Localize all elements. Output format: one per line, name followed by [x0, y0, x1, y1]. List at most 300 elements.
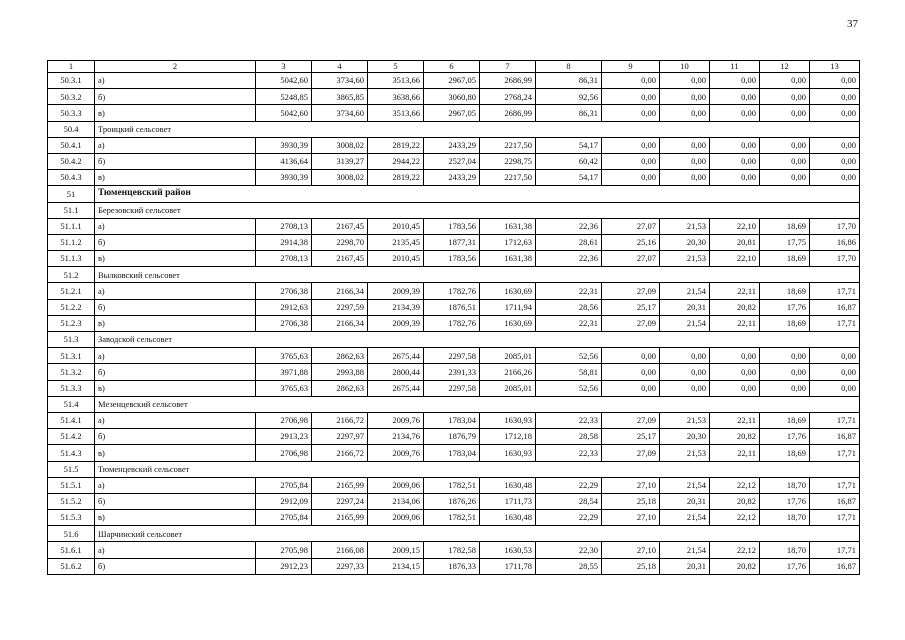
value-cell: 2768,24: [480, 89, 536, 105]
row-number-cell: 51.4.1: [48, 412, 95, 428]
value-cell: 1782,76: [424, 315, 480, 331]
value-cell: 2298,75: [480, 153, 536, 169]
value-cell: 3060,80: [424, 89, 480, 105]
value-cell: 27,10: [602, 510, 660, 526]
column-number-cell: 2: [95, 61, 256, 73]
value-cell: 92,56: [536, 89, 602, 105]
value-cell: 17,71: [810, 445, 860, 461]
value-cell: 2862,63: [312, 380, 368, 396]
value-cell: 0,00: [602, 364, 660, 380]
variant-cell: а): [95, 218, 256, 234]
row-number-cell: 51.2.3: [48, 315, 95, 331]
variant-cell: б): [95, 89, 256, 105]
value-cell: 0,00: [810, 364, 860, 380]
row-number-cell: 51.1.2: [48, 234, 95, 250]
value-cell: 22,11: [710, 315, 760, 331]
value-cell: 2297,58: [424, 348, 480, 364]
value-cell: 1712,63: [480, 234, 536, 250]
value-cell: 22,36: [536, 251, 602, 267]
value-cell: 0,00: [760, 380, 810, 396]
row-number-cell: 51.5.2: [48, 493, 95, 509]
value-cell: 3513,66: [368, 105, 424, 121]
value-cell: 17,71: [810, 510, 860, 526]
value-cell: 2167,45: [312, 251, 368, 267]
value-cell: 2009,15: [368, 542, 424, 558]
value-cell: 2686,99: [480, 105, 536, 121]
value-cell: 0,00: [760, 137, 810, 153]
variant-cell: б): [95, 153, 256, 169]
value-cell: 1630,53: [480, 542, 536, 558]
value-cell: 54,17: [536, 170, 602, 186]
value-cell: 22,10: [710, 218, 760, 234]
variant-cell: а): [95, 283, 256, 299]
value-cell: 3139,27: [312, 153, 368, 169]
value-cell: 3971,88: [256, 364, 312, 380]
value-cell: 2166,72: [312, 412, 368, 428]
value-cell: 0,00: [710, 153, 760, 169]
value-cell: 17,76: [760, 493, 810, 509]
variant-cell: б): [95, 364, 256, 380]
table-row: [48, 105, 860, 121]
column-number-cell: 12: [760, 61, 810, 73]
table-row: [48, 153, 860, 169]
table-row: [48, 73, 860, 89]
value-cell: 25,18: [602, 558, 660, 574]
value-cell: 22,11: [710, 412, 760, 428]
value-cell: 28,54: [536, 493, 602, 509]
value-cell: 3765,63: [256, 348, 312, 364]
value-cell: 2165,99: [312, 510, 368, 526]
row-number-cell: 51.1.1: [48, 218, 95, 234]
table-row: [48, 218, 860, 234]
value-cell: 1876,26: [424, 493, 480, 509]
row-number-cell: 51.3.1: [48, 348, 95, 364]
value-cell: 0,00: [760, 105, 810, 121]
value-cell: 2009,76: [368, 412, 424, 428]
value-cell: 0,00: [660, 137, 710, 153]
value-cell: 2862,63: [312, 348, 368, 364]
table-row: [48, 429, 860, 445]
value-cell: 0,00: [810, 380, 860, 396]
value-cell: 17,76: [760, 299, 810, 315]
value-cell: 3930,39: [256, 137, 312, 153]
value-cell: 2705,84: [256, 477, 312, 493]
value-cell: 0,00: [760, 153, 810, 169]
value-cell: 1631,38: [480, 218, 536, 234]
value-cell: 0,00: [710, 170, 760, 186]
value-cell: 0,00: [660, 153, 710, 169]
value-cell: 21,54: [660, 283, 710, 299]
council-title: Заводской сельсовет: [95, 332, 860, 348]
table-row: [48, 510, 860, 526]
value-cell: 18,69: [760, 283, 810, 299]
value-cell: 2708,13: [256, 251, 312, 267]
value-cell: 20,31: [660, 558, 710, 574]
row-number-cell: 51.1: [48, 202, 95, 218]
value-cell: 3734,60: [312, 73, 368, 89]
value-cell: 27,09: [602, 412, 660, 428]
group-row: [48, 202, 860, 218]
variant-cell: а): [95, 477, 256, 493]
value-cell: 2914,38: [256, 234, 312, 250]
value-cell: 52,56: [536, 380, 602, 396]
value-cell: 1630,48: [480, 477, 536, 493]
section-row: [48, 186, 860, 202]
value-cell: 18,69: [760, 445, 810, 461]
value-cell: 2167,45: [312, 218, 368, 234]
value-cell: 1630,48: [480, 510, 536, 526]
value-cell: 22,33: [536, 445, 602, 461]
value-cell: 2706,38: [256, 315, 312, 331]
value-cell: 2819,22: [368, 137, 424, 153]
value-cell: 0,00: [602, 153, 660, 169]
value-cell: 2944,22: [368, 153, 424, 169]
value-cell: 20,81: [710, 234, 760, 250]
value-cell: 0,00: [810, 153, 860, 169]
value-cell: 52,56: [536, 348, 602, 364]
value-cell: 2675,44: [368, 348, 424, 364]
row-number-cell: 50.3.1: [48, 73, 95, 89]
value-cell: 58,81: [536, 364, 602, 380]
value-cell: 1877,31: [424, 234, 480, 250]
value-cell: 60,42: [536, 153, 602, 169]
row-number-cell: 51.6.2: [48, 558, 95, 574]
value-cell: 2009,06: [368, 510, 424, 526]
value-cell: 27,07: [602, 218, 660, 234]
value-cell: 20,82: [710, 493, 760, 509]
council-title: Тюменцевский сельсовет: [95, 461, 860, 477]
value-cell: 17,71: [810, 477, 860, 493]
value-cell: 2297,59: [312, 299, 368, 315]
value-cell: 0,00: [602, 89, 660, 105]
value-cell: 1630,93: [480, 445, 536, 461]
value-cell: 0,00: [660, 364, 710, 380]
value-cell: 2010,45: [368, 218, 424, 234]
value-cell: 22,12: [710, 477, 760, 493]
variant-cell: а): [95, 137, 256, 153]
value-cell: 27,07: [602, 251, 660, 267]
value-cell: 2675,44: [368, 380, 424, 396]
row-number-cell: 51.5.1: [48, 477, 95, 493]
column-number-cell: 3: [256, 61, 312, 73]
variant-cell: а): [95, 542, 256, 558]
value-cell: 16,87: [810, 493, 860, 509]
row-number-cell: 51.3.3: [48, 380, 95, 396]
value-cell: 27,10: [602, 477, 660, 493]
value-cell: 2967,05: [424, 105, 480, 121]
group-row: [48, 526, 860, 542]
value-cell: 17,71: [810, 542, 860, 558]
value-cell: 2912,09: [256, 493, 312, 509]
value-cell: 0,00: [660, 73, 710, 89]
value-cell: 2134,76: [368, 429, 424, 445]
value-cell: 17,76: [760, 429, 810, 445]
column-number-cell: 5: [368, 61, 424, 73]
variant-cell: а): [95, 348, 256, 364]
table-row: [48, 315, 860, 331]
variant-cell: б): [95, 493, 256, 509]
value-cell: 27,09: [602, 283, 660, 299]
value-cell: 2134,39: [368, 299, 424, 315]
value-cell: 21,53: [660, 218, 710, 234]
value-cell: 18,69: [760, 218, 810, 234]
value-cell: 2166,34: [312, 283, 368, 299]
value-cell: 20,30: [660, 429, 710, 445]
value-cell: 17,76: [760, 558, 810, 574]
value-cell: 18,69: [760, 251, 810, 267]
table-row: [48, 364, 860, 380]
value-cell: 22,11: [710, 283, 760, 299]
value-cell: 2297,33: [312, 558, 368, 574]
value-cell: 0,00: [760, 364, 810, 380]
variant-cell: б): [95, 299, 256, 315]
variant-cell: в): [95, 105, 256, 121]
value-cell: 17,71: [810, 412, 860, 428]
value-cell: 2800,44: [368, 364, 424, 380]
value-cell: 18,70: [760, 510, 810, 526]
value-cell: 2391,33: [424, 364, 480, 380]
value-cell: 22,29: [536, 510, 602, 526]
value-cell: 20,82: [710, 558, 760, 574]
value-cell: 3734,60: [312, 105, 368, 121]
row-number-cell: 50.4.3: [48, 170, 95, 186]
value-cell: 2708,13: [256, 218, 312, 234]
value-cell: 5042,60: [256, 105, 312, 121]
row-number-cell: 51: [48, 186, 95, 202]
value-cell: 21,53: [660, 445, 710, 461]
value-cell: 3008,02: [312, 170, 368, 186]
row-number-cell: 50.3.3: [48, 105, 95, 121]
table-row: [48, 493, 860, 509]
value-cell: 2686,99: [480, 73, 536, 89]
value-cell: 1876,51: [424, 299, 480, 315]
table-row: [48, 412, 860, 428]
value-cell: 2912,23: [256, 558, 312, 574]
variant-cell: б): [95, 429, 256, 445]
page-number: 37: [847, 18, 858, 30]
value-cell: 22,12: [710, 542, 760, 558]
value-cell: 0,00: [602, 105, 660, 121]
variant-cell: в): [95, 380, 256, 396]
row-number-cell: 50.3.2: [48, 89, 95, 105]
value-cell: 0,00: [602, 348, 660, 364]
value-cell: 18,69: [760, 412, 810, 428]
row-number-cell: 51.2: [48, 267, 95, 283]
value-cell: 1876,79: [424, 429, 480, 445]
value-cell: 0,00: [660, 380, 710, 396]
table-row: [48, 477, 860, 493]
table-row: [48, 251, 860, 267]
value-cell: 1783,56: [424, 218, 480, 234]
value-cell: 2705,98: [256, 542, 312, 558]
value-cell: 0,00: [760, 348, 810, 364]
value-cell: 20,82: [710, 429, 760, 445]
council-title: Шарчинский сельсовет: [95, 526, 860, 542]
table-row: [48, 299, 860, 315]
group-row: [48, 332, 860, 348]
value-cell: 2706,98: [256, 412, 312, 428]
value-cell: 2009,06: [368, 477, 424, 493]
value-cell: 1711,94: [480, 299, 536, 315]
value-cell: 1712,18: [480, 429, 536, 445]
value-cell: 2166,08: [312, 542, 368, 558]
value-cell: 0,00: [760, 170, 810, 186]
row-number-cell: 50.4: [48, 121, 95, 137]
row-number-cell: 51.4: [48, 396, 95, 412]
table-row: [48, 445, 860, 461]
value-cell: 0,00: [810, 137, 860, 153]
value-cell: 28,58: [536, 429, 602, 445]
table-row: [48, 137, 860, 153]
table-row: [48, 170, 860, 186]
value-cell: 28,56: [536, 299, 602, 315]
table-body: [48, 61, 860, 575]
value-cell: 0,00: [810, 105, 860, 121]
value-cell: 16,86: [810, 234, 860, 250]
value-cell: 16,87: [810, 299, 860, 315]
value-cell: 4136,64: [256, 153, 312, 169]
value-cell: 1711,73: [480, 493, 536, 509]
value-cell: 21,54: [660, 542, 710, 558]
value-cell: 2297,58: [424, 380, 480, 396]
value-cell: 5042,60: [256, 73, 312, 89]
column-number-cell: 7: [480, 61, 536, 73]
table-row: [48, 348, 860, 364]
variant-cell: б): [95, 234, 256, 250]
value-cell: 2085,01: [480, 348, 536, 364]
value-cell: 1782,76: [424, 283, 480, 299]
value-cell: 22,29: [536, 477, 602, 493]
value-cell: 54,17: [536, 137, 602, 153]
value-cell: 3638,66: [368, 89, 424, 105]
value-cell: 2085,01: [480, 380, 536, 396]
value-cell: 0,00: [810, 89, 860, 105]
value-cell: 22,33: [536, 412, 602, 428]
value-cell: 1783,56: [424, 251, 480, 267]
council-title: Троицкий сельсовет: [95, 121, 860, 137]
value-cell: 21,54: [660, 510, 710, 526]
column-number-cell: 6: [424, 61, 480, 73]
value-cell: 2217,50: [480, 137, 536, 153]
value-cell: 16,87: [810, 429, 860, 445]
value-cell: 2166,34: [312, 315, 368, 331]
value-cell: 2010,45: [368, 251, 424, 267]
value-cell: 20,82: [710, 299, 760, 315]
value-cell: 20,31: [660, 493, 710, 509]
value-cell: 16,87: [810, 558, 860, 574]
value-cell: 1782,51: [424, 510, 480, 526]
value-cell: 27,09: [602, 315, 660, 331]
value-cell: 2009,39: [368, 283, 424, 299]
value-cell: 2527,04: [424, 153, 480, 169]
value-cell: 20,30: [660, 234, 710, 250]
table-row: [48, 542, 860, 558]
variant-cell: в): [95, 251, 256, 267]
group-row: [48, 396, 860, 412]
value-cell: 17,71: [810, 315, 860, 331]
value-cell: 0,00: [710, 89, 760, 105]
value-cell: 0,00: [810, 170, 860, 186]
value-cell: 22,11: [710, 445, 760, 461]
value-cell: 2166,72: [312, 445, 368, 461]
value-cell: 2134,15: [368, 558, 424, 574]
value-cell: 3930,39: [256, 170, 312, 186]
group-row: [48, 121, 860, 137]
value-cell: 0,00: [602, 137, 660, 153]
council-title: Мезенцевский сельсовет: [95, 396, 860, 412]
value-cell: 0,00: [710, 137, 760, 153]
value-cell: 0,00: [602, 380, 660, 396]
value-cell: 1783,04: [424, 445, 480, 461]
value-cell: 0,00: [710, 364, 760, 380]
column-number-cell: 1: [48, 61, 95, 73]
value-cell: 2298,70: [312, 234, 368, 250]
column-number-cell: 11: [710, 61, 760, 73]
value-cell: 1630,93: [480, 412, 536, 428]
row-number-cell: 50.4.1: [48, 137, 95, 153]
value-cell: 18,69: [760, 315, 810, 331]
value-cell: 2913,23: [256, 429, 312, 445]
value-cell: 3865,85: [312, 89, 368, 105]
value-cell: 3008,02: [312, 137, 368, 153]
row-number-cell: 51.2.2: [48, 299, 95, 315]
value-cell: 25,18: [602, 493, 660, 509]
value-cell: 0,00: [810, 73, 860, 89]
value-cell: 1783,04: [424, 412, 480, 428]
tariff-table: [47, 60, 860, 575]
table-row: [48, 380, 860, 396]
value-cell: 5248,85: [256, 89, 312, 105]
value-cell: 2297,24: [312, 493, 368, 509]
value-cell: 22,36: [536, 218, 602, 234]
value-cell: 3765,63: [256, 380, 312, 396]
value-cell: 2705,84: [256, 510, 312, 526]
group-row: [48, 461, 860, 477]
value-cell: 22,31: [536, 283, 602, 299]
row-number-cell: 51.6.1: [48, 542, 95, 558]
value-cell: 2217,50: [480, 170, 536, 186]
value-cell: 0,00: [710, 73, 760, 89]
value-cell: 21,53: [660, 251, 710, 267]
value-cell: 22,10: [710, 251, 760, 267]
group-row: [48, 267, 860, 283]
value-cell: 2993,88: [312, 364, 368, 380]
value-cell: 18,70: [760, 477, 810, 493]
variant-cell: в): [95, 315, 256, 331]
value-cell: 2967,05: [424, 73, 480, 89]
variant-cell: б): [95, 558, 256, 574]
variant-cell: а): [95, 412, 256, 428]
value-cell: 0,00: [760, 89, 810, 105]
row-number-cell: 51.1.3: [48, 251, 95, 267]
column-number-cell: 8: [536, 61, 602, 73]
value-cell: 2433,29: [424, 170, 480, 186]
value-cell: 28,61: [536, 234, 602, 250]
value-cell: 2819,22: [368, 170, 424, 186]
value-cell: 1782,51: [424, 477, 480, 493]
value-cell: 0,00: [602, 170, 660, 186]
value-cell: 21,54: [660, 315, 710, 331]
value-cell: 1711,78: [480, 558, 536, 574]
row-number-cell: 51.4.2: [48, 429, 95, 445]
value-cell: 86,31: [536, 105, 602, 121]
value-cell: 22,12: [710, 510, 760, 526]
table-row: [48, 89, 860, 105]
value-cell: 2433,29: [424, 137, 480, 153]
table-row: [48, 234, 860, 250]
row-number-cell: 51.5.3: [48, 510, 95, 526]
value-cell: 0,00: [660, 170, 710, 186]
